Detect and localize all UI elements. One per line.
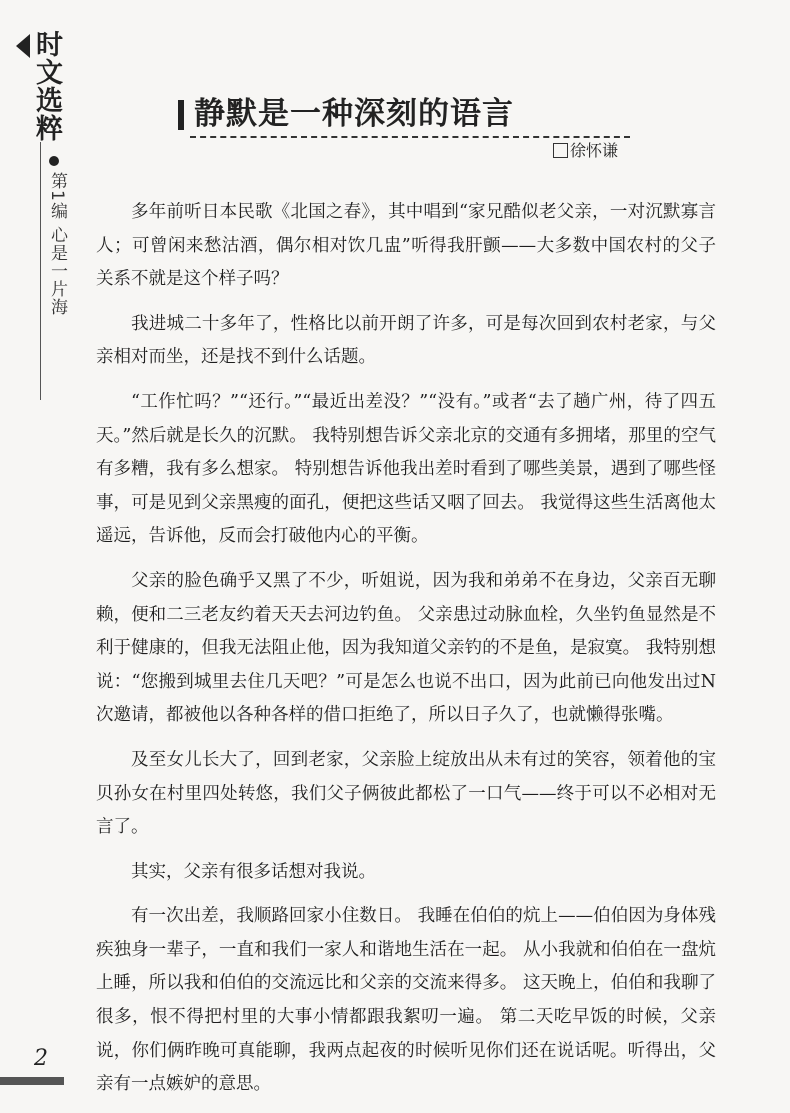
paragraph: 有一次出差，我顺路回家小住数日。 我睡在伯伯的炕上——伯伯因为身体残疾独身一辈子，一直和我们一家人和谐地生活在一起。 从小我就和伯伯在一盘炕上睡，所以我和伯伯的交流远比和父亲的交流来得多。 这天晚上，伯伯和我聊了很多，恨不得把村里的大事小情都跟我絮叨一遍。 第二天吃早饭的时候，父亲说，你们俩昨晚可真能聊，我两点起夜的时候听见你们还在说话呢。听得出，父亲有一点嫉妒的意思。	[96, 906, 716, 1095]
author-line	[553, 140, 618, 162]
paragraph: 及至女儿长大了，回到老家，父亲脸上绽放出从未有过的笑容，领着他的宝贝孙女在村里四处转悠，我们父子俩彼此都松了一口气——终于可以不必相对无言了。	[96, 749, 716, 838]
section-label: 时文选粹	[31, 30, 62, 142]
paragraph: 其实，父亲有很多话想对我说。	[131, 861, 376, 882]
paragraph: 父亲的脸色确乎又黑了不少，听姐说，因为我和弟弟不在身边，父亲百无聊赖，便和二三老友约着天天去河边钓鱼。 父亲患过动脉血栓，久坐钓鱼显然是不利于健康的，但我无法阻止他，因为我知道父亲钓的不是鱼，是寂寞。 我特别想说：“您搬到城里去住几天吧？”可是怎么也说不出口，因为此前已向他发出过N次邀请，都被他以各种各样的借口拒绝了，所以日子久了，也就懒得张嘴。	[96, 570, 716, 726]
chapter-label: 第1编 心是一片海	[44, 172, 66, 316]
title-bar-icon	[178, 100, 184, 130]
author-name: 徐怀谦	[570, 141, 619, 160]
paragraph: 多年前听日本民歌《北国之春》，其中唱到“家兄酷似老父亲，一对沉默寡言人；可曾闲来愁沽酒，偶尔相对饮几盅”听得我肝颤——大多数中国农村的父子关系不就是这个样子吗？	[96, 202, 716, 290]
bullet-dot-icon	[49, 156, 59, 166]
footer-bar	[0, 1077, 64, 1085]
author-box-icon	[553, 143, 568, 158]
paragraph: 我进城二十多年了，性格比以前开朗了许多，可是每次回到农村老家，与父亲相对而坐，还是找不到什么话题。	[96, 313, 716, 368]
article-body	[96, 196, 716, 1113]
article-title: 静默是一种深刻的语言	[194, 96, 514, 132]
triangle-arrow-icon	[16, 34, 30, 58]
paragraph: “工作忙吗？”“还行。”“最近出差没？”“没有。”或者“去了趟广州，待了四五天。”然后就是长久的沉默。 我特别想告诉父亲北京的交通有多拥堵，那里的空气有多糟，我有多么想家。 特别想告诉他我出差时看到了哪些美景，遇到了哪些怪事，可是见到父亲黑瘦的面孔，便把这些话又咽了回去。 我觉得这些生活离他太遥远，告诉他，反而会打破他内心的平衡。	[96, 391, 716, 547]
title-underline	[190, 136, 630, 138]
page-number: 2	[34, 1046, 48, 1071]
